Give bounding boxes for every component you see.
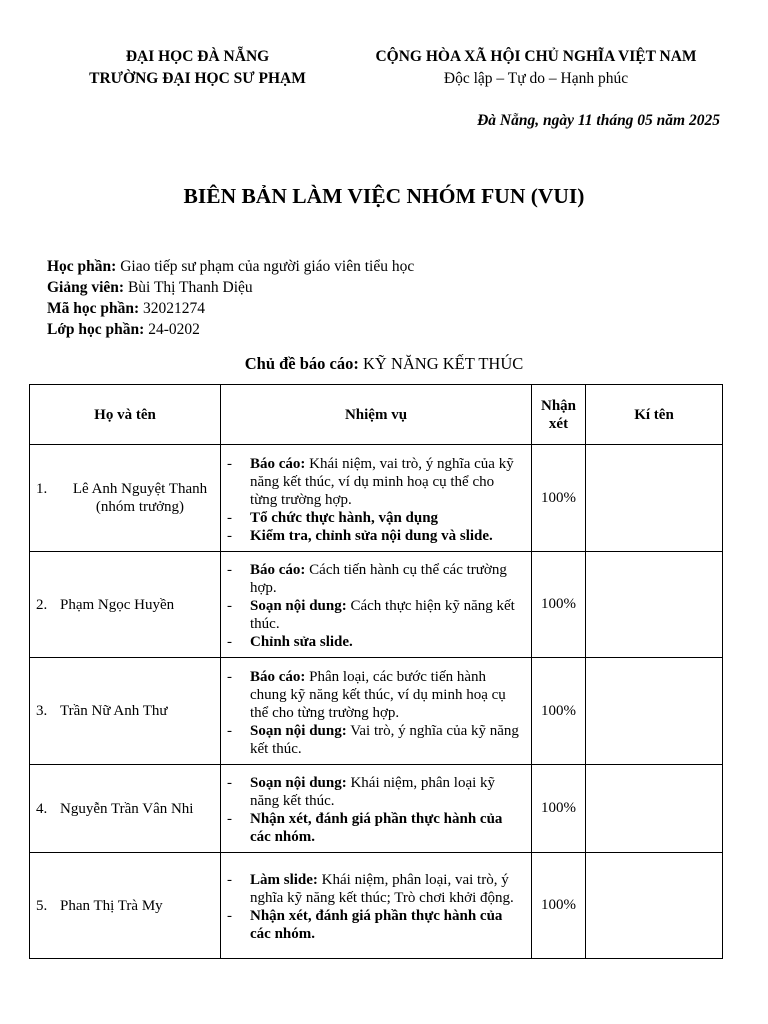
task-text: Cách thực hiện kỹ năng kết thúc. — [250, 598, 515, 632]
task-cell — [221, 658, 532, 765]
topic-value: KỸ NĂNG KẾT THÚC — [358, 354, 524, 373]
task-text: Khái niệm, vai trò, ý nghĩa của kỹ năng kết thúc, ví dụ minh hoạ cụ thể cho từng trường hợp. — [250, 455, 514, 508]
header-task: Nhiệm vụ — [221, 385, 532, 445]
lecturer-value: Bùi Thị Thanh Diệu — [124, 279, 253, 296]
task-label: Tổ chức thực hành, vận dụng — [250, 509, 439, 526]
member-name — [30, 596, 220, 614]
member-name-text: Phan Thị Trà My — [60, 897, 163, 914]
review-cell: 100% — [532, 765, 586, 853]
task-item — [227, 561, 523, 597]
task-bullet: - — [227, 562, 232, 578]
course-label: Học phần: — [47, 258, 117, 275]
class-line — [47, 319, 414, 340]
task-text: Khái niệm, phân loại kỹ năng kết thúc. — [250, 775, 496, 809]
signature-cell — [586, 658, 723, 765]
member-cell — [30, 765, 221, 853]
member-number: 1. — [36, 481, 48, 497]
signature-cell — [586, 853, 723, 959]
member-name — [30, 897, 220, 915]
header-review-line2: xét — [548, 415, 569, 432]
document-title: BIÊN BẢN LÀM VIỆC NHÓM FUN (VUI) — [183, 184, 585, 208]
member-number: 5. — [36, 897, 48, 914]
task-bullet: - — [227, 527, 232, 544]
task-item — [227, 871, 523, 907]
nation-name: CỘNG HÒA XÃ HỘI CHỦ NGHĨA VIỆT NAM — [375, 48, 697, 65]
member-cell — [30, 853, 221, 959]
task-item — [227, 527, 523, 545]
task-item — [227, 722, 523, 758]
task-cell — [221, 853, 532, 959]
task-bullet: - — [227, 872, 232, 888]
task-label: Làm slide: — [250, 872, 318, 888]
task-item — [227, 633, 523, 651]
review-cell: 100% — [532, 552, 586, 658]
member-cell — [30, 445, 221, 552]
table-row — [30, 658, 723, 765]
table-row — [30, 853, 723, 959]
task-label: Soạn nội dung: — [250, 775, 347, 791]
header-sign: Kí tên — [586, 385, 723, 445]
member-cell — [30, 552, 221, 658]
course-info — [47, 256, 414, 340]
task-label: Chỉnh sửa slide. — [250, 634, 353, 650]
topic-label: Chủ đề báo cáo: — [244, 354, 359, 373]
national-header — [352, 46, 720, 90]
signature-cell — [586, 445, 723, 552]
task-item — [227, 907, 523, 943]
review-cell: 100% — [532, 658, 586, 765]
national-motto: Độc lập – Tự do – Hạnh phúc — [443, 70, 629, 87]
task-text: Khái niệm, phân loại, vai trò, ý nghĩa kỹ năng kết thúc; Trò chơi khởi động. — [250, 872, 514, 906]
member-name-text: Nguyễn Trần Vân Nhi — [60, 800, 194, 817]
table-row — [30, 765, 723, 853]
class-value: 24-0202 — [144, 321, 200, 338]
task-item — [227, 455, 523, 509]
task-bullet: - — [227, 722, 232, 739]
member-number: 2. — [36, 596, 48, 613]
course-line — [47, 256, 414, 277]
task-item — [227, 810, 523, 846]
task-bullet: - — [227, 598, 232, 614]
task-bullet: - — [227, 775, 232, 791]
task-item — [227, 774, 523, 810]
task-cell — [221, 552, 532, 658]
task-label: Báo cáo: — [250, 455, 306, 472]
member-name-text: Phạm Ngọc Huyền — [60, 596, 175, 613]
task-label: Báo cáo: — [250, 668, 306, 685]
school-name: TRƯỜNG ĐẠI HỌC SƯ PHẠM — [89, 70, 306, 87]
course-code-value: 32021274 — [139, 300, 206, 317]
report-topic — [0, 354, 768, 374]
task-bullet: - — [227, 509, 232, 526]
course-value: Giao tiếp sư phạm của người giáo viên tiểu học — [116, 258, 415, 275]
university-name: ĐẠI HỌC ĐÀ NẴNG — [125, 48, 270, 65]
university-header — [60, 46, 335, 90]
member-cell — [30, 658, 221, 765]
task-cell — [221, 445, 532, 552]
task-item — [227, 509, 523, 527]
header-review — [532, 385, 586, 445]
task-bullet: - — [227, 455, 232, 472]
lecturer-line — [47, 277, 414, 298]
member-name-text: Lê Anh Nguyệt Thanh — [72, 481, 208, 497]
task-text: Phân loại, các bước tiến hành chung kỹ năng kết thúc, ví dụ minh hoạ cụ thể cho từng trường hợp. — [250, 668, 506, 721]
header-review-line1: Nhận — [540, 397, 577, 414]
lecturer-label: Giảng viên: — [47, 279, 125, 296]
member-number: 4. — [36, 800, 48, 817]
task-label: Báo cáo: — [250, 562, 306, 578]
task-text: Cách tiến hành cụ thể các trường hợp. — [250, 562, 507, 596]
task-bullet: - — [227, 811, 232, 827]
task-item — [227, 668, 523, 722]
document-date: Đà Nẵng, ngày 11 tháng 05 năm 2025 — [477, 112, 720, 129]
class-label: Lớp học phần: — [47, 321, 145, 338]
table-header-row — [30, 385, 723, 445]
review-cell: 100% — [532, 853, 586, 959]
task-table — [29, 384, 723, 959]
header-name: Họ và tên — [30, 385, 221, 445]
table-row — [30, 445, 723, 552]
member-name — [30, 702, 220, 720]
table-row — [30, 552, 723, 658]
signature-cell — [586, 765, 723, 853]
member-name-text: Trần Nữ Anh Thư — [60, 703, 168, 719]
course-code-line — [47, 298, 414, 319]
task-text: Vai trò, ý nghĩa của kỹ năng kết thúc. — [250, 722, 519, 757]
task-bullet: - — [227, 668, 232, 685]
member-number: 3. — [36, 703, 48, 719]
task-bullet: - — [227, 634, 232, 650]
task-label: Nhận xét, đánh giá phần thực hành của các nhóm. — [250, 908, 503, 942]
task-item — [227, 597, 523, 633]
task-label: Soạn nội dung: — [250, 722, 347, 739]
task-label: Soạn nội dung: — [250, 598, 347, 614]
task-bullet: - — [227, 908, 232, 924]
member-name — [30, 800, 220, 818]
course-code-label: Mã học phần: — [47, 300, 140, 317]
task-label: Nhận xét, đánh giá phần thực hành của các nhóm. — [250, 811, 503, 845]
member-name — [30, 480, 220, 516]
signature-cell — [586, 552, 723, 658]
task-cell — [221, 765, 532, 853]
task-label: Kiểm tra, chỉnh sửa nội dung và slide. — [250, 527, 493, 544]
review-cell: 100% — [532, 445, 586, 552]
member-role: (nhóm trưởng) — [95, 499, 185, 515]
